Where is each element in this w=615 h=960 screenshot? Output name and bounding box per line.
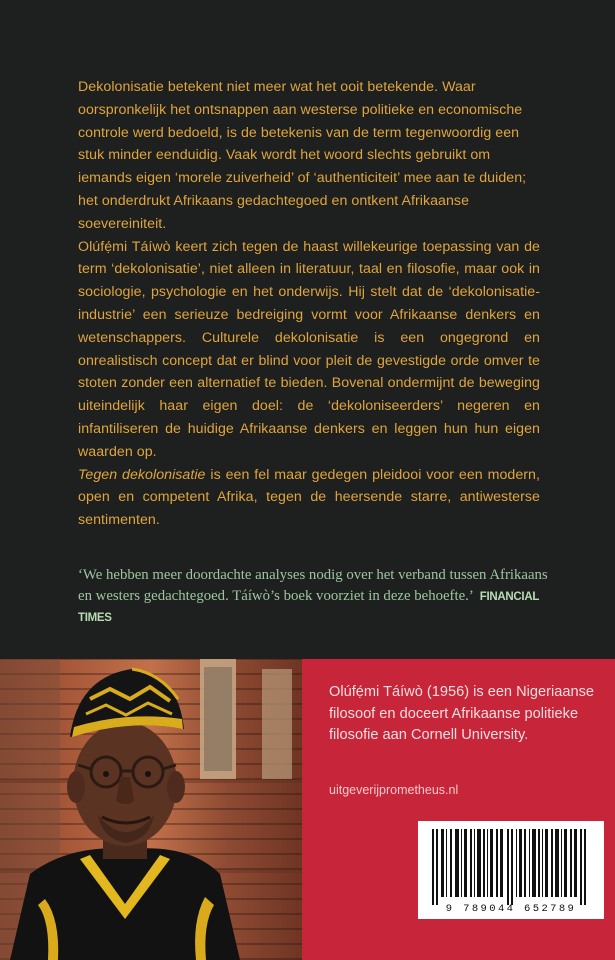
blurb-paragraph-1: Dekolonisatie betekent niet meer wat het ooit betekende. Waar oorspronkelijk het ontsnappen aan westerse politieke en economische controle werd bedoeld, is de betekenis van de term tegenwoordig een stuk minder eenduidig. Vaak wordt het woord slechts gebruikt om iemands eigen ‘morele zuiverheid’ of ‘authenticiteit’ mee aan te duiden; het onderdrukt Afrikaans gedachtegoed en ontkent Afrikaanse soevereiniteit. bbox=[78, 79, 527, 232]
author-photo bbox=[0, 659, 302, 960]
author-bio-text: Olúfẹ́mi Táíwò (1956) is een Nigeriaanse filosoof en doceert Afrikaanse politieke filosofie aan Cornell University. bbox=[329, 684, 594, 743]
quote-source: FINANCIAL TIMES bbox=[78, 590, 539, 624]
blurb-paragraph-3-rest: is een fel maar gedegen pleidooi voor een modern, open en competent Afrika, tegen de heersende starre, antiwesterse sentimenten. bbox=[78, 466, 540, 529]
isbn-barcode bbox=[418, 821, 604, 919]
book-title: Tegen dekolonisatie bbox=[78, 466, 206, 483]
author-panel bbox=[302, 659, 615, 960]
blurb-paragraph-3 bbox=[78, 464, 540, 532]
author-bio bbox=[329, 682, 599, 747]
isbn-number: 9 789044 652789 bbox=[445, 903, 577, 915]
blurb-paragraph-2: Olúfẹ́mi Táíwò keert zich tegen de haast willekeurige toepassing van de term ‘dekolonisatie’, niet alleen in literatuur, taal en filosofie, maar ook in sociologie, psychologie en het onderwijs. Hij stelt dat de ‘dekolonisatie-industrie’ een serieuze bedreiging vormt voor Afrikaanse denkers en wetenschappers. Culturele dekolonisatie is een ongegrond en onrealistisch concept dat er blind voor pleit de gevestigde orde omver te stoten zonder een alternatief te bieden. Bovenal ondermijnt de beweging uiteindelijk haar eigen doel: de ‘dekoloniseerders’ negeren en infantiliseren de huidige Afrikaanse denkers en leggen hun hun eigen waarden op. bbox=[78, 238, 540, 460]
review-quote bbox=[78, 565, 558, 629]
publisher-url[interactable]: uitgeverijprometheus.nl bbox=[329, 783, 459, 797]
author-portrait-illustration bbox=[0, 659, 302, 960]
quote-text: ‘We hebben meer doordachte analyses nodig over het verband tussen Afrikaans en westers gedachtegoed. Táíwò’s boek voorziet in deze behoefte.’ bbox=[78, 567, 548, 604]
blurb-text bbox=[78, 76, 540, 532]
